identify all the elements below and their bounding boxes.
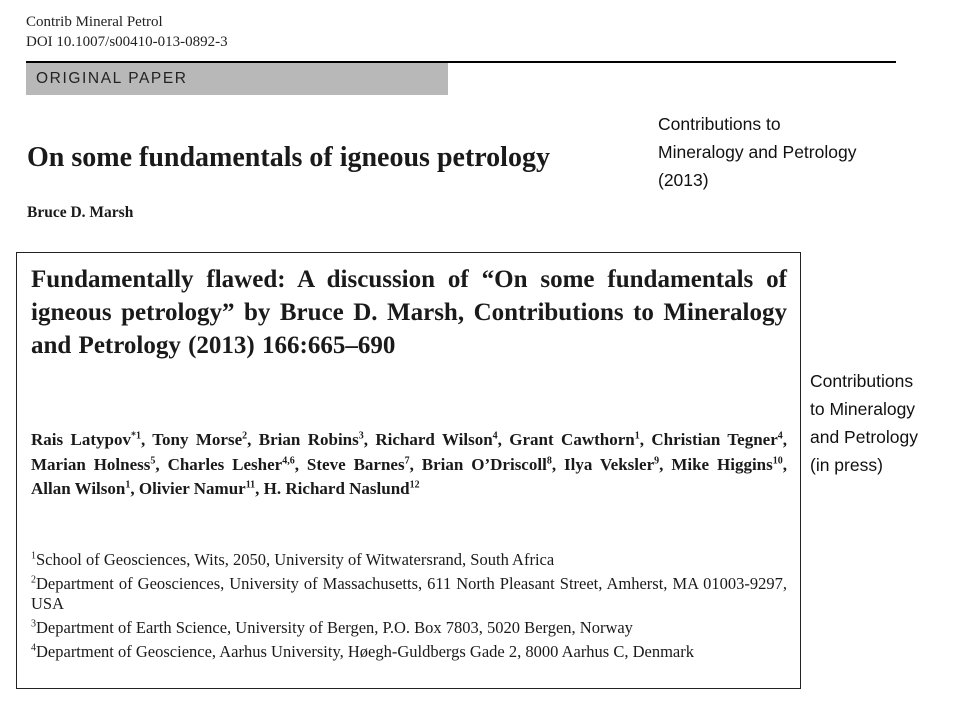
author-name: Rais Latypov [31, 430, 131, 449]
author-name: Charles Lesher [167, 454, 283, 474]
journal-doi: DOI 10.1007/s00410-013-0892-3 [26, 34, 228, 50]
discussion-authors: Rais Latypov$^{*1}$, Tony Morse$^2$, Brian Robins$^3$, Richard Wilson$^4$, Grant Cawthorn$^1$, Christian Tegner$^4$, Marian Holness$^5$, Charles Lesher$^{4,6}$, Steve Barnes$^7$, Brian O’Driscoll$^8$, Ilya Veksler$^9$, Mike Higgins$^{10}$, Allan Wilson$^1$, Olivier Namur$^{11}$, H. Richard Naslund$^{12}$ [31, 430, 788, 498]
author-affiliation-sup: *1 [130, 430, 141, 442]
affiliation-text: School of Geosciences, Wits, 2050, University of Witwatersrand, South Africa [36, 550, 555, 569]
annotation-line: Mineralogy and Petrology [658, 142, 857, 162]
annotation-line: Contributions to [658, 114, 781, 134]
journal-header [26, 12, 228, 52]
discussion-excerpt-box [16, 252, 801, 689]
author-name: Tony Morse [152, 430, 243, 449]
author-name: Mike Higgins [671, 454, 773, 474]
author-affiliation-sup: 2 [242, 430, 248, 442]
paper-title: On some fundamentals of igneous petrology [27, 142, 550, 173]
author-affiliation-sup: 9 [654, 454, 660, 466]
discussion-title: Fundamentally flawed: A discussion of “On some fundamentals of igneous petrology” by Bruce D. Marsh, Contributions to Mineralogy and Petrology (2013) 166:665–690 [31, 266, 787, 359]
affiliation-text: Department of Earth Science, University of Bergen, P.O. Box 7803, 5020 Bergen, Norway [36, 618, 633, 637]
author-affiliation-sup: 8 [546, 454, 552, 466]
author-name: Allan Wilson [31, 479, 126, 498]
author-affiliation-sup: 1 [125, 479, 131, 491]
author-affiliation-sup: 12 [409, 479, 420, 491]
affiliation-list [31, 550, 787, 666]
annotation-line: to Mineralogy [810, 399, 916, 419]
author-name: Christian Tegner [651, 430, 778, 449]
annotation-line: Contributions [810, 371, 914, 391]
affiliation-item [31, 642, 787, 662]
affiliation-text: Department of Geosciences, University of Massachusetts, 611 North Pleasant Street, Amherst, MA 01003-9297, USA [31, 574, 787, 613]
affiliation-text: Department of Geoscience, Aarhus University, Høegh-Guldbergs Gade 2, 8000 Aarhus C, Denmark [36, 642, 695, 661]
annotation-line: (in press) [810, 455, 883, 475]
affiliation-item [31, 550, 787, 570]
author-affiliation-sup: 1 [634, 430, 640, 442]
author-name: Ilya Veksler [564, 454, 655, 474]
author-affiliation-sup: 7 [404, 454, 410, 466]
paper-author: Bruce D. Marsh [27, 204, 134, 221]
author-affiliation-sup: 4,6 [282, 454, 295, 466]
author-affiliation-sup: 4 [492, 430, 498, 442]
journal-name: Contrib Mineral Petrol [26, 14, 163, 30]
author-affiliation-sup: 10 [772, 454, 783, 466]
author-name: Grant Cawthorn [509, 430, 635, 449]
affiliation-number: 1 [31, 550, 36, 562]
article-type-banner: ORIGINAL PAPER [26, 63, 448, 95]
author-affiliation-sup: 11 [245, 479, 256, 491]
affiliation-number: 2 [31, 574, 36, 586]
annotation-line: and Petrology [810, 427, 918, 447]
affiliation-item [31, 574, 787, 614]
annotation-original-paper [658, 110, 948, 194]
author-name: Brian O’Driscoll [421, 454, 547, 474]
author-name: Brian Robins [258, 430, 359, 449]
annotation-discussion [810, 367, 955, 479]
annotation-line: (2013) [658, 170, 709, 190]
author-affiliation-sup: 3 [358, 430, 364, 442]
affiliation-number: 4 [31, 642, 36, 654]
author-name: Richard Wilson [375, 430, 493, 449]
affiliation-number: 3 [31, 618, 36, 630]
author-name: Olivier Namur [138, 479, 246, 498]
author-affiliation-sup: 4 [777, 430, 783, 442]
author-affiliation-sup: 5 [150, 454, 156, 466]
affiliation-item [31, 618, 787, 638]
author-name: Marian Holness [31, 454, 151, 474]
author-name: H. Richard Naslund [263, 479, 410, 498]
author-name: Steve Barnes [306, 454, 405, 474]
